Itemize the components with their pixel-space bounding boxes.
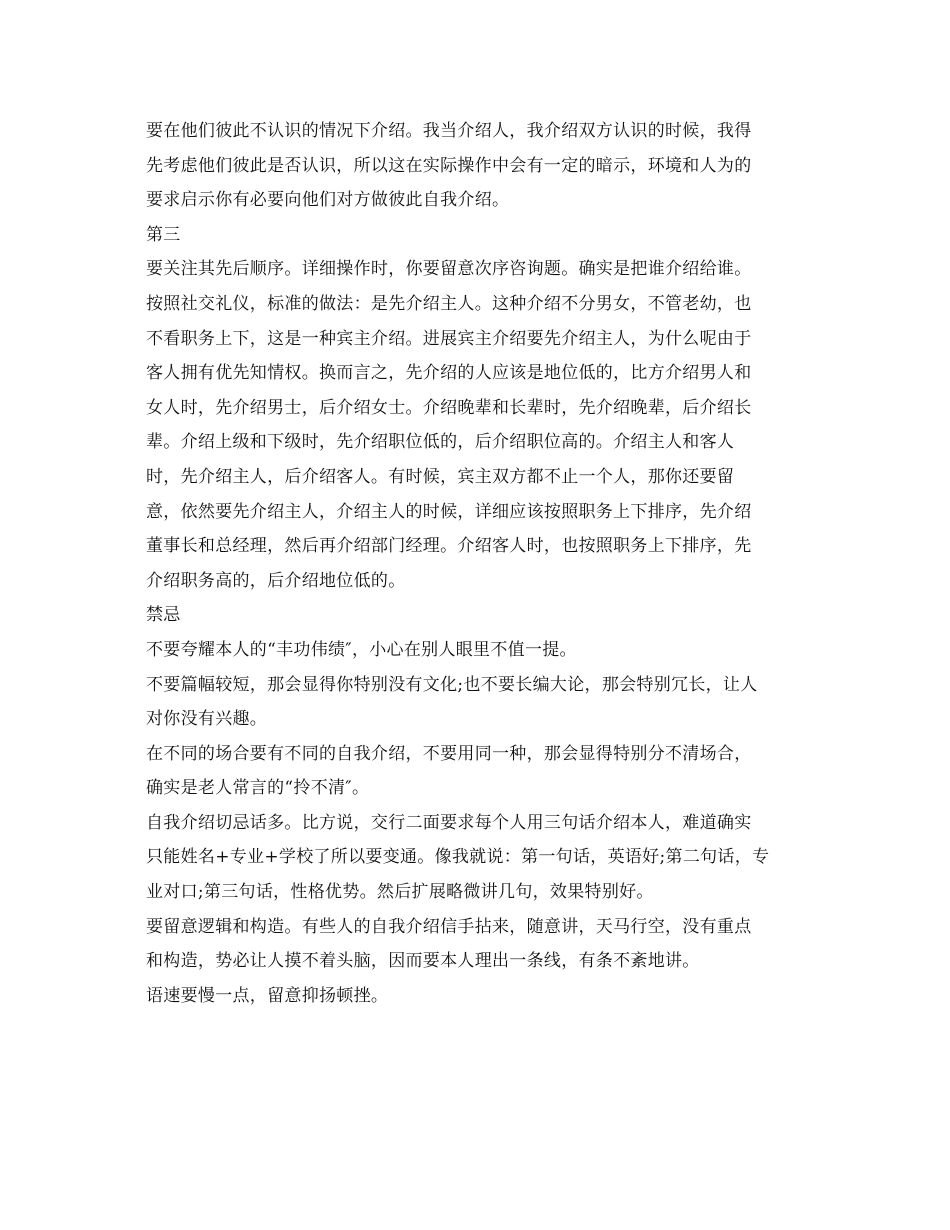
text-line: 不要篇幅较短，那会显得你特别没有文化;也不要长编大论，那会特别冗长，让人	[146, 674, 758, 695]
text-line: 董事长和总经理，然后再介绍部门经理。介绍客人时，也按照职务上下排序，先	[146, 536, 752, 557]
text-line: 只能姓名+专业+学校了所以要变通。像我就说：第一句话，英语好;第二句话，专	[146, 847, 770, 868]
text-line: 要求启示你有必要向他们对方做彼此自我介绍。	[146, 190, 510, 211]
text-line: 时，先介绍主人，后介绍客人。有时候，宾主双方都不止一个人，那你还要留	[146, 466, 735, 487]
text-line: 不看职务上下，这是一种宾主介绍。进展宾主介绍要先介绍主人，为什么呢由于	[146, 328, 752, 349]
text-line: 要留意逻辑和构造。有些人的自我介绍信手拈来，随意讲，天马行空，没有重点	[146, 916, 752, 937]
text-line: 和构造，势必让人摸不着头脑，因而要本人理出一条线，有条不紊地讲。	[146, 951, 700, 972]
text-line: 不要夸耀本人的“丰功伟绩″，小心在别人眼里不值一提。	[146, 639, 577, 660]
text-line: 对你没有兴趣。	[146, 709, 268, 730]
document-body	[146, 114, 826, 1013]
text-line: 自我介绍切忌话多。比方说，交行二面要求每个人用三句话介绍本人，难道确实	[146, 812, 752, 833]
text-line: 女人时，先介绍男士，后介绍女士。介绍晚辈和长辈时，先介绍晚辈，后介绍长	[146, 397, 752, 418]
section-heading: 禁忌	[146, 605, 181, 626]
text-line: 辈。介绍上级和下级时，先介绍职位低的，后介绍职位高的。介绍主人和客人	[146, 432, 735, 453]
text-line: 按照社交礼仪，标准的做法：是先介绍主人。这种介绍不分男女，不管老幼，也	[146, 293, 752, 314]
text-line: 在不同的场合要有不同的自我介绍，不要用同一种，那会显得特别分不清场合，	[146, 743, 752, 764]
text-line: 介绍职务高的，后介绍地位低的。	[146, 570, 406, 591]
text-line: 客人拥有优先知情权。换而言之，先介绍的人应该是地位低的，比方介绍男人和	[146, 363, 752, 384]
text-line: 先考虑他们彼此是否认识，所以这在实际操作中会有一定的暗示，环境和人为的	[146, 155, 752, 176]
section-heading: 第三	[146, 224, 181, 245]
text-line: 确实是老人常言的“拎不清″。	[146, 778, 370, 799]
text-line: 意，依然要先介绍主人，介绍主人的时候，详细应该按照职务上下排序，先介绍	[146, 501, 752, 522]
text-line: 要关注其先后顺序。详细操作时，你要留意次序咨询题。确实是把谁介绍给谁。	[146, 259, 752, 280]
text-line: 语速要慢一点，留意抑扬顿挫。	[146, 985, 389, 1006]
text-line: 业对口;第三句话，性格优势。然后扩展略微讲几句，效果特别好。	[146, 882, 654, 903]
text-line: 要在他们彼此不认识的情况下介绍。我当介绍人，我介绍双方认识的时候，我得	[146, 121, 752, 141]
